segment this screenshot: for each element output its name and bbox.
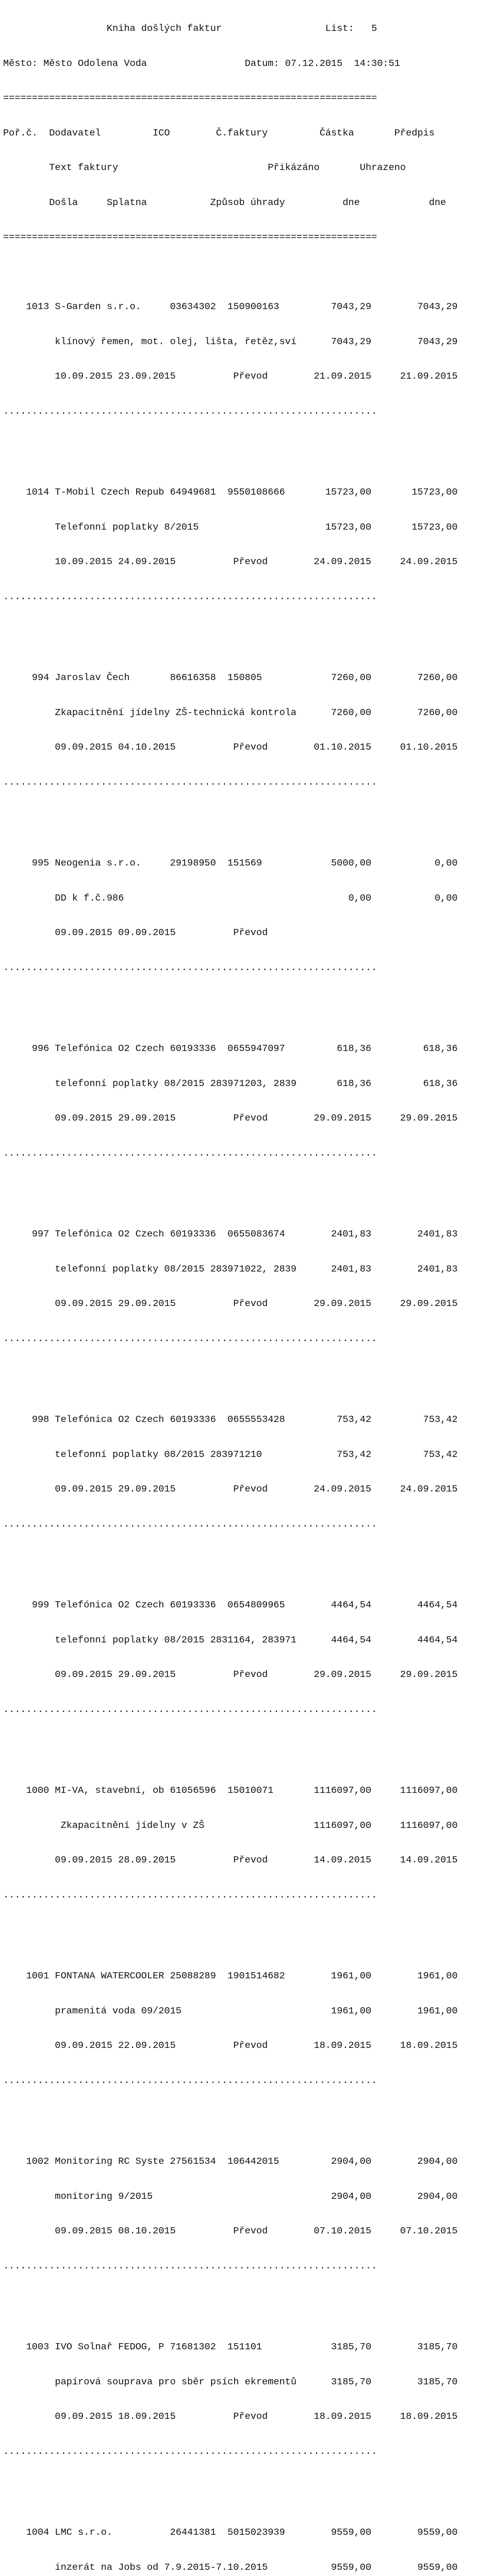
invoice-record [3,1206,458,1368]
record-main-line: 997 Telefónica O2 Czech 60193336 0655083674 2401,83 2401,83 [3,1229,458,1240]
record-dates-line: 10.09.2015 23.09.2015 Převod 21.09.2015 21.09.2015 [3,371,458,382]
invoice-record [3,464,458,626]
header-rule-top: ================================================================= [3,93,377,104]
record-separator: ................................................................. [3,2075,377,2086]
header-rule-bottom: ================================================================= [3,232,377,243]
record-dates-line: 09.09.2015 29.09.2015 Převod 24.09.2015 24.09.2015 [3,1484,458,1495]
record-text-line: monitoring 9/2015 2904,00 2904,00 [3,2191,458,2202]
invoice-record [3,1762,458,1924]
report-city-date-line: Město: Město Odolena Voda Datum: 07.12.2015 14:30:51 [3,58,400,69]
record-text-line: DD k f.č.986 0,00 0,00 [3,892,458,904]
record-dates-line: 09.09.2015 04.10.2015 Převod 01.10.2015 01.10.2015 [3,742,458,753]
record-text-line: klínový řemen, mot. olej, lišta, řetěz,sví 7043,29 7043,29 [3,336,458,347]
invoice-record [3,649,458,811]
record-main-line: 999 Telefónica O2 Czech 60193336 0654809965 4464,54 4464,54 [3,1600,458,1611]
record-main-line: 1000 MI-VA, stavební, ob 61056596 15010071 1116097,00 1116097,00 [3,1785,458,1796]
record-text-line: Zkapacitnění jídelny v ZŠ 1116097,00 1116097,00 [3,1820,458,1831]
record-separator: ................................................................. [3,405,377,417]
record-separator: ................................................................. [3,2260,377,2272]
record-main-line: 994 Jaroslav Čech 86616358 150805 7260,00 7260,00 [3,672,458,683]
invoice-record [3,1577,458,1739]
record-text-line: telefonní poplatky 08/2015 283971203, 2839 618,36 618,36 [3,1078,458,1089]
report-title-line: Kniha došlých faktur List: 5 [3,23,377,34]
record-main-line: 1003 IVO Solnař FEDOG, P 71681302 151101 3185,70 3185,70 [3,2342,458,2352]
invoice-record [3,2133,458,2295]
record-dates-line: 09.09.2015 28.09.2015 Převod 14.09.2015 14.09.2015 [3,1855,458,1866]
record-main-line: 1001 FONTANA WATERCOOLER 25088289 1901514682 1961,00 1961,00 [3,1971,458,1981]
record-dates-line: 09.09.2015 22.09.2015 Převod 18.09.2015 18.09.2015 [3,2040,458,2051]
invoice-record [3,1020,458,1182]
record-dates-line: 09.09.2015 09.09.2015 Převod [3,927,268,938]
record-text-line: papírová souprava pro sběr psích ekrementů 3185,70 3185,70 [3,2376,458,2387]
record-text-line: telefonní poplatky 08/2015 2831164, 283971 4464,54 4464,54 [3,1634,458,1646]
record-separator: ................................................................. [3,1333,377,1344]
invoice-record [3,278,458,440]
record-text-line: Telefonní poplatky 8/2015 15723,00 15723,00 [3,521,458,533]
record-separator: ................................................................. [3,1147,377,1159]
invoice-record [3,2504,458,2576]
record-text-line: inzerát na Jobs od 7.9.2015-7.10.2015 9559,00 9559,00 [3,2562,458,2573]
record-main-line: 1013 S-Garden s.r.o. 03634302 150900163 7043,29 7043,29 [3,301,458,312]
record-main-line: 996 Telefónica O2 Czech 60193336 0655947097 618,36 618,36 [3,1043,458,1054]
column-header-row-1: Poř.č. Dodavatel ICO Č.faktury Částka Předpis [3,127,435,139]
record-main-line: 1014 T-Mobil Czech Repub 64949681 9550108666 15723,00 15723,00 [3,487,458,498]
column-header-row-3: Došla Splatna Způsob úhrady dne dne [3,197,447,208]
record-dates-line: 10.09.2015 24.09.2015 Převod 24.09.2015 24.09.2015 [3,556,458,567]
record-dates-line: 09.09.2015 29.09.2015 Převod 29.09.2015 29.09.2015 [3,1113,458,1124]
record-main-line: 995 Neogenia s.r.o. 29198950 151569 5000,00 0,00 [3,858,458,869]
record-separator: ................................................................. [3,591,377,602]
record-main-line: 1002 Monitoring RC Syste 27561534 106442015 2904,00 2904,00 [3,2156,458,2167]
record-dates-line: 09.09.2015 29.09.2015 Převod 29.09.2015 29.09.2015 [3,1669,458,1680]
record-main-line: 1004 LMC s.r.o. 26441381 5015023939 9559,00 9559,00 [3,2527,458,2538]
record-dates-line: 09.09.2015 29.09.2015 Převod 29.09.2015 29.09.2015 [3,1298,458,1309]
record-separator: ................................................................. [3,2446,377,2457]
record-dates-line: 09.09.2015 08.10.2015 Převod 07.10.2015 07.10.2015 [3,2226,458,2236]
record-separator: ................................................................. [3,776,377,788]
record-text-line: telefonní poplatky 08/2015 283971210 753,42 753,42 [3,1449,458,1460]
record-main-line: 998 Telefónica O2 Czech 60193336 0655553428 753,42 753,42 [3,1414,458,1425]
record-text-line: Zkapacitnění jídelny ZŠ-technická kontrola 7260,00 7260,00 [3,707,458,718]
record-separator: ................................................................. [3,1518,377,1530]
record-separator: ................................................................. [3,962,377,973]
column-header-row-2: Text faktury Přikázáno Uhrazeno [3,162,406,173]
invoice-record [3,835,458,997]
invoice-record [3,2318,458,2481]
record-text-line: pramenitá voda 09/2015 1961,00 1961,00 [3,2005,458,2016]
invoice-record [3,1947,458,2110]
record-separator: ................................................................. [3,1704,377,1715]
invoice-report [3,0,458,2576]
record-separator: ................................................................. [3,1889,377,1901]
record-text-line: telefonní poplatky 08/2015 283971022, 2839 2401,83 2401,83 [3,1263,458,1275]
invoice-record [3,1391,458,1553]
record-dates-line: 09.09.2015 18.09.2015 Převod 18.09.2015 18.09.2015 [3,2411,458,2422]
